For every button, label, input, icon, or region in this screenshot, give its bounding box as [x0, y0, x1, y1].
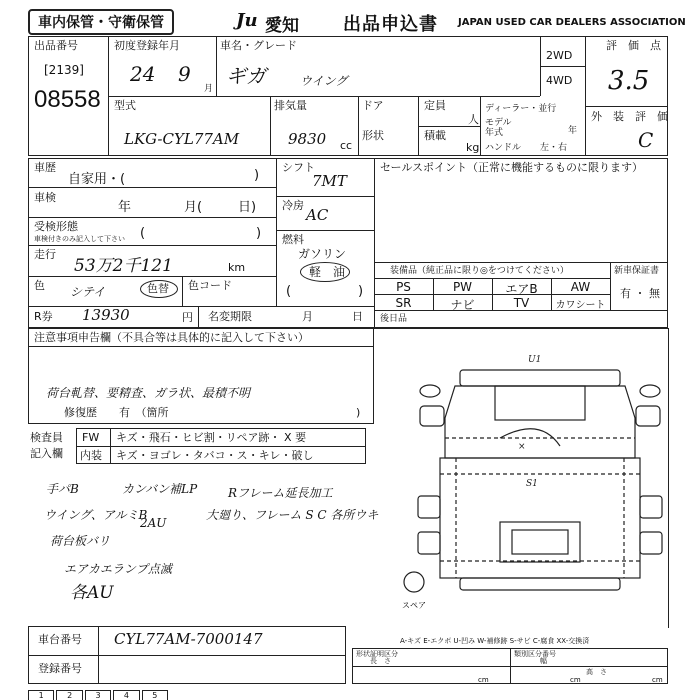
tax-unit: 円 — [182, 311, 193, 324]
tax-value: 13930 — [82, 306, 130, 324]
fuel-paren-open: ( — [286, 284, 292, 299]
inspector-note-2: カンバン補LP — [122, 482, 198, 496]
inspector-interior-items[interactable]: キズ・ヨゴレ・タバコ・ス・キレ・破し — [116, 449, 314, 462]
mileage-value: 53万2千121 — [74, 256, 173, 276]
cert-reg-label: 類別区分番号 — [514, 650, 556, 658]
inspector-interior-tag: 内装 — [80, 449, 102, 462]
model-value: LKG-CYL77AM — [124, 130, 240, 148]
inspector-note-4: ウイング、アルミB — [44, 508, 148, 522]
first-reg-month: 9 — [178, 62, 191, 86]
fuel-label: 燃料 — [282, 233, 304, 246]
footer-tab-4[interactable]: 4 — [113, 690, 139, 700]
displacement-label: 排気量 — [274, 99, 307, 112]
equip-tv[interactable]: TV — [513, 296, 530, 310]
storage-badge: 車内保管・守衛保管 — [28, 9, 174, 35]
drive-2wd[interactable]: 2WD — [546, 49, 573, 62]
inspection-year: 年 — [118, 200, 132, 215]
receipt-paren-close: ) — [256, 226, 262, 241]
equip-leather-seat[interactable]: カワシート — [555, 300, 606, 311]
association-name-jp: 愛知 — [265, 16, 299, 36]
diagram-mark-center: S1 — [526, 479, 538, 489]
footer-tab-2[interactable]: 2 — [56, 690, 82, 700]
drive-4wd[interactable]: 4WD — [546, 74, 573, 87]
lot-label: 出品番号 — [34, 39, 78, 52]
handle-value[interactable]: 左・右 — [540, 143, 568, 153]
diagram-mark-x: × — [518, 442, 526, 452]
footer-tab-3[interactable]: 3 — [85, 690, 111, 700]
inspection-label: 車検 — [34, 191, 56, 204]
receipt-label: 受検形態 — [34, 220, 78, 233]
fuel-diesel[interactable]: 軽 油 — [309, 265, 346, 279]
inspector-note-9: 各AU — [70, 583, 114, 603]
year-label: 年式 — [485, 128, 504, 138]
inspector-fw-tag: FW — [82, 431, 100, 444]
width-label: 幅 — [540, 657, 547, 665]
inspector-label-1: 検査員 — [30, 431, 63, 444]
name-change-label: 名変期限 — [208, 310, 252, 323]
fuel-gasoline[interactable]: ガソリン — [298, 247, 347, 261]
history-close: ) — [254, 168, 260, 183]
car-name-label: 車名・グレード — [220, 39, 297, 52]
chassis-label: 車台番号 — [38, 633, 82, 646]
color-label: 色 — [34, 279, 45, 292]
first-reg-month-unit: 月 — [204, 84, 214, 94]
capacity-label: 定員 — [424, 99, 446, 112]
model-year-label: モデル — [485, 118, 512, 128]
tax-label: R券 — [34, 310, 53, 323]
equip-airbag[interactable]: エアB — [505, 282, 538, 296]
color-code-label: 色コード — [188, 279, 232, 292]
door-label: ドア — [362, 99, 384, 112]
year-unit: 年 — [568, 126, 578, 136]
length-label: 長 さ — [370, 657, 391, 665]
inspector-note-5: 2AU — [140, 516, 167, 530]
first-reg-year: 24 — [130, 62, 156, 86]
equip-pw[interactable]: PW — [452, 280, 473, 294]
warranty-value[interactable]: 有 ・ 無 — [620, 287, 660, 300]
mileage-label: 走行 — [34, 248, 56, 261]
displacement-value: 9830 — [288, 130, 327, 148]
ac-value: AC — [306, 206, 329, 224]
first-reg-label: 初度登録年月 — [114, 39, 180, 52]
footer-tab-1[interactable]: 1 — [28, 690, 54, 700]
inspector-note-8: エアカエランプ点滅 — [64, 562, 172, 576]
name-change-month: 月 — [302, 310, 313, 323]
color-change-label[interactable]: 色替 — [147, 282, 169, 295]
fuel-paren-close: ) — [358, 284, 364, 299]
inspector-fw-items[interactable]: キズ・飛石・ヒビ割・リペア跡・ X 要 — [116, 431, 307, 444]
selling-points-label: セールスポイント（正常に機能するものに限ります） — [380, 161, 644, 174]
color-value: シテイ — [70, 285, 106, 299]
chassis-value: CYL77AM-7000147 — [114, 630, 263, 648]
history-value: 自家用・( — [68, 172, 126, 187]
equip-sr[interactable]: SR — [395, 296, 412, 310]
cm-unit-2: cm — [570, 676, 581, 684]
inspection-month: 月( — [184, 200, 203, 215]
footer-tab-strip — [28, 690, 168, 700]
lot-bracket-no: [2139] — [44, 63, 84, 77]
car-grade-value: ウイング — [300, 74, 348, 88]
exterior-grade-value: C — [638, 128, 654, 152]
repair-history-label: 修復歴 有 （箇所 — [64, 406, 169, 419]
association-logo: Ju — [236, 10, 258, 31]
form-title: 出品申込書 — [343, 14, 438, 35]
exterior-grade-label: 外 装 評 価 — [591, 110, 668, 123]
load-unit: kg — [466, 141, 480, 154]
cert-label: 形状証明区分 — [356, 650, 398, 658]
history-label: 車歴 — [34, 161, 56, 174]
receipt-note: 車検付きのみ記入して下さい — [34, 235, 125, 243]
inspector-note-7: 荷台板バリ — [50, 534, 111, 548]
dealer-label[interactable]: ディーラー・並行 — [485, 104, 557, 114]
registration-number-label: 登録番号 — [38, 662, 82, 675]
capacity-unit: 人 — [468, 113, 479, 126]
warranty-label: 新車保証書 — [614, 266, 660, 276]
repair-history-close: ) — [356, 406, 361, 419]
association-name-en: JAPAN USED CAR DEALERS ASSOCIATION — [458, 17, 686, 28]
height-label: 高 さ — [586, 668, 607, 676]
mileage-unit: km — [228, 261, 246, 274]
notes-label: 注意事項申告欄（不具合等は具体的に記入して下さい） — [34, 331, 309, 344]
equipment-label: 装備品（純正品に限り◎をつけてください） — [390, 266, 569, 276]
cm-unit-3: cm — [652, 676, 663, 684]
cm-unit-1: cm — [478, 676, 489, 684]
lot-number: 08558 — [34, 86, 101, 113]
displacement-unit: cc — [340, 139, 353, 152]
equip-ps[interactable]: PS — [396, 280, 411, 294]
receipt-paren-open: ( — [140, 226, 146, 241]
name-change-day: 日 — [352, 310, 363, 323]
handle-label: ハンドル — [485, 143, 522, 153]
load-label: 積載 — [424, 129, 446, 142]
ac-label: 冷房 — [282, 199, 304, 212]
rear-label: 後日品 — [380, 314, 408, 324]
equip-aw[interactable]: AW — [570, 280, 591, 294]
score-value: 3.5 — [608, 66, 650, 96]
footer-tab-5[interactable]: 5 — [142, 690, 168, 700]
diagram-legend: A-キズ E-エクボ U-凹み W-補修跡 S-サビ C-腐食 XX-交換済 — [400, 637, 590, 645]
score-label: 評 価 点 — [606, 39, 661, 52]
shift-label: シフト — [282, 161, 315, 174]
shift-value: 7MT — [312, 172, 347, 190]
diagram-spare-label: スペア — [402, 601, 426, 610]
inspection-day: 日) — [238, 200, 257, 215]
inspector-note-6: 大廻り、フレーム S C 各所ウキ — [206, 508, 379, 522]
equip-navi[interactable]: ナビ — [450, 298, 475, 312]
diagram-mark-front: U1 — [528, 355, 542, 365]
car-name-value: ギガ — [226, 64, 266, 88]
shape-label: 形状 — [362, 129, 384, 142]
notes-handwritten: 荷台軋替、要精査、ガラ状、最積不明 — [46, 386, 251, 400]
model-label: 型式 — [114, 99, 136, 112]
inspector-label-2: 記入欄 — [30, 447, 63, 460]
truck-damage-diagram[interactable] — [400, 346, 670, 616]
inspector-note-1: 手パB — [46, 482, 79, 496]
inspector-note-3: Rフレーム延長加工 — [228, 486, 333, 500]
